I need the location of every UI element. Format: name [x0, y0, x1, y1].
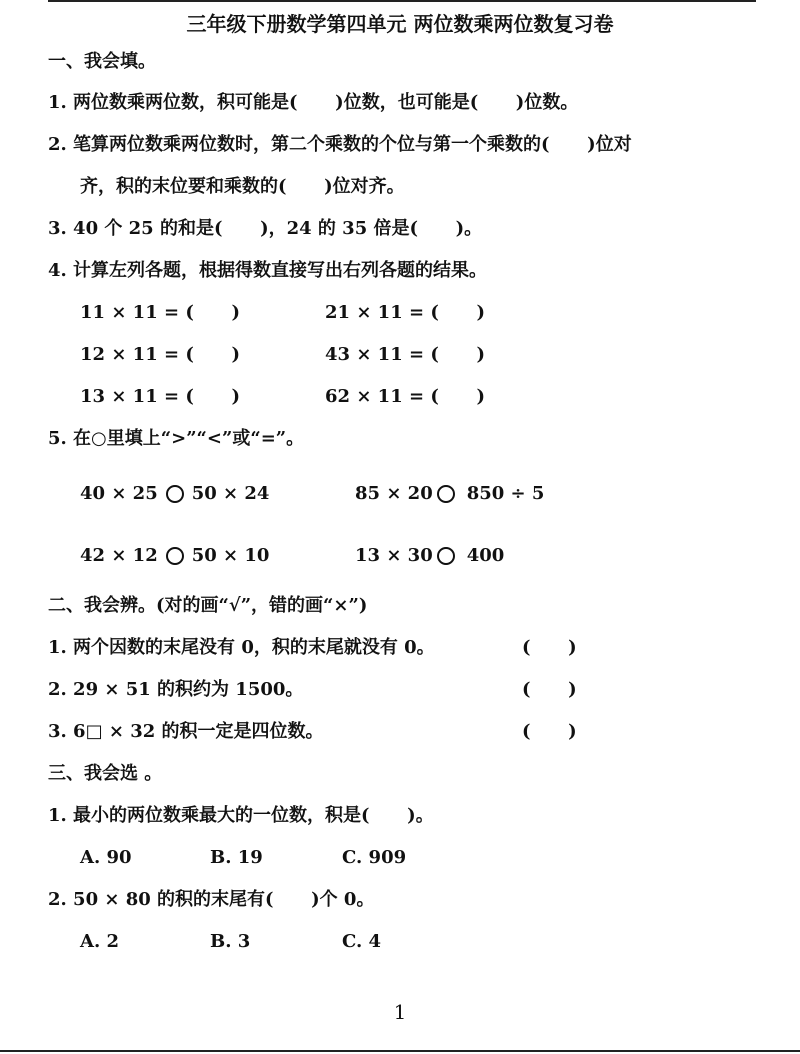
- compare-a: 40 × 25: [80, 483, 158, 504]
- calc-left-2: 12 × 11 = ( ): [80, 344, 240, 365]
- section-1-heading: 一、我会填。: [48, 51, 156, 72]
- question-1-5: 5. 在○里填上“>”“<”或“=”。: [48, 428, 305, 449]
- question-1-1: 1. 两位数乘两位数，积可能是( )位数，也可能是( )位数。: [48, 92, 579, 113]
- compare-3: [80, 544, 269, 568]
- compare-a: 85 × 20: [355, 483, 433, 504]
- compare-b: 850 ÷ 5: [466, 483, 545, 504]
- choice-2-option-b: B. 3: [210, 931, 251, 952]
- judge-1: 1. 两个因数的末尾没有 0，积的末尾就没有 0。: [48, 637, 435, 658]
- judge-3: 3. 6□ × 32 的积一定是四位数。: [48, 721, 324, 742]
- compare-1: [80, 482, 269, 506]
- bottom-rule: [0, 1050, 800, 1052]
- compare-b: 50 × 10: [191, 545, 270, 566]
- calc-right-2: 43 × 11 = ( ): [325, 344, 485, 365]
- calc-right-1: 21 × 11 = ( ): [325, 302, 485, 323]
- compare-4: [355, 544, 504, 568]
- circle-blank: [166, 485, 184, 503]
- choice-2-option-c: C. 4: [342, 931, 382, 952]
- compare-2: [355, 482, 544, 506]
- compare-a: 42 × 12: [80, 545, 158, 566]
- judge-1-paren: ( ): [522, 637, 577, 658]
- choice-1-option-b: B. 19: [210, 847, 263, 868]
- compare-b: 50 × 24: [191, 483, 270, 504]
- question-1-4: 4. 计算左列各题，根据得数直接写出右列各题的结果。: [48, 260, 488, 281]
- judge-2: 2. 29 × 51 的积约为 1500。: [48, 679, 304, 700]
- calc-left-1: 11 × 11 = ( ): [80, 302, 240, 323]
- circle-blank: [166, 547, 184, 565]
- choice-1-option-a: A. 90: [80, 847, 132, 868]
- circle-blank: [437, 485, 455, 503]
- top-rule: [48, 0, 756, 2]
- judge-3-paren: ( ): [522, 721, 577, 742]
- judge-2-paren: ( ): [522, 679, 577, 700]
- question-1-3: 3. 40 个 25 的和是( )，24 的 35 倍是( )。: [48, 218, 483, 239]
- page-title: 三年级下册数学第四单元 两位数乘两位数复习卷: [186, 12, 614, 36]
- choice-1-option-c: C. 909: [342, 847, 407, 868]
- question-1-2: 2. 笔算两位数乘两位数时，第二个乘数的个位与第一个乘数的( )位对: [48, 134, 632, 155]
- calc-left-3: 13 × 11 = ( ): [80, 386, 240, 407]
- compare-b: 400: [466, 545, 505, 566]
- choice-1: 1. 最小的两位数乘最大的一位数，积是( )。: [48, 805, 434, 826]
- section-3-heading: 三、我会选 。: [48, 763, 163, 784]
- circle-blank: [437, 547, 455, 565]
- compare-a: 13 × 30: [355, 545, 433, 566]
- section-2-heading: 二、我会辨。(对的画“√”，错的画“×”): [48, 595, 368, 616]
- calc-right-3: 62 × 11 = ( ): [325, 386, 485, 407]
- choice-2-option-a: A. 2: [80, 931, 120, 952]
- question-1-2-cont: 齐，积的末位要和乘数的( )位对齐。: [80, 176, 405, 197]
- choice-2: 2. 50 × 80 的积的末尾有( )个 0。: [48, 889, 375, 910]
- page-number: 1: [393, 1000, 407, 1024]
